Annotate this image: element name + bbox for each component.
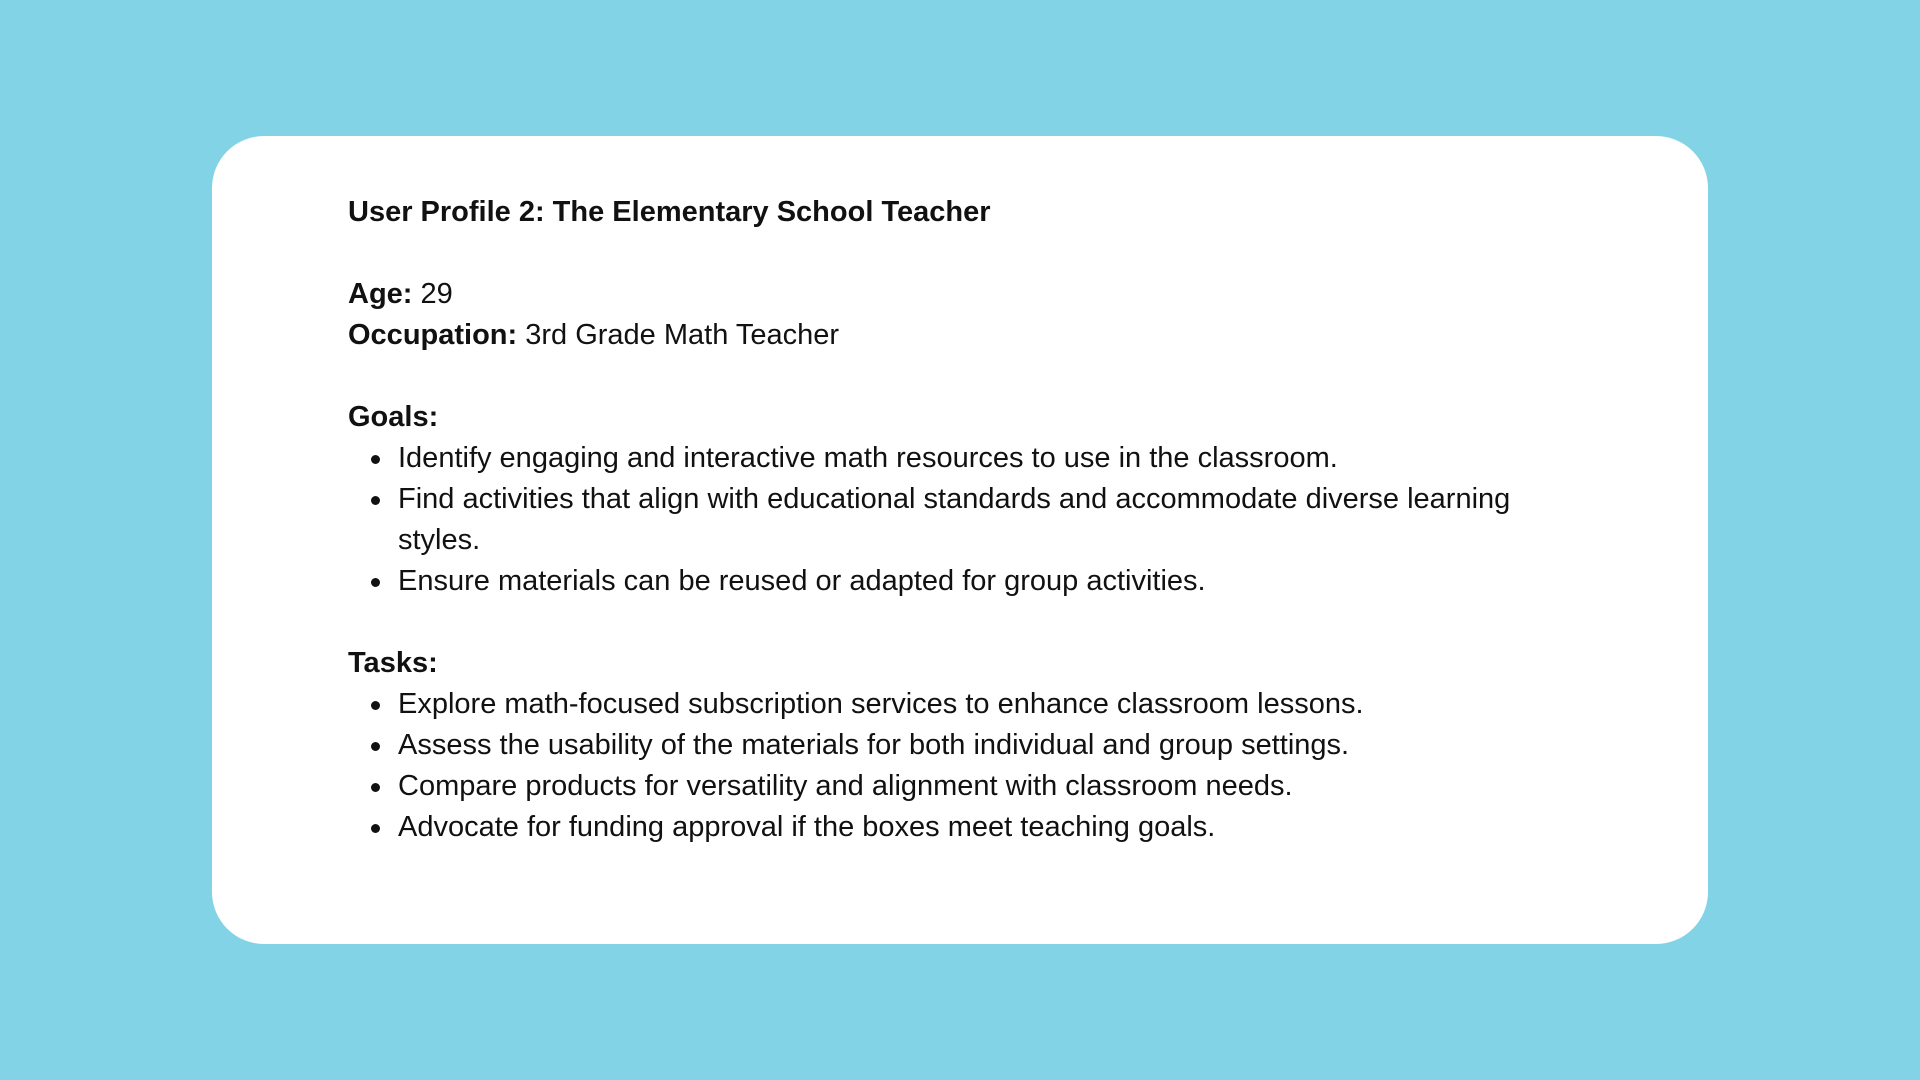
bullet-icon	[371, 824, 380, 833]
bullet-icon	[371, 578, 380, 587]
bullet-icon	[371, 742, 380, 751]
task-text: Assess the usability of the materials for both individual and group settings.	[398, 729, 1350, 761]
age-label: Age:	[348, 278, 413, 310]
task-text: Compare products for versatility and alignment with classroom needs.	[398, 770, 1293, 802]
bullet-icon	[371, 701, 380, 710]
bullet-icon	[371, 455, 380, 464]
profile-card	[212, 136, 1708, 944]
goal-text: Find activities that align with educational standards and accommodate diverse learning styles.	[398, 483, 1511, 556]
bullet-icon	[371, 496, 380, 505]
goals-heading: Goals:	[348, 401, 439, 433]
list-item	[348, 725, 1528, 766]
spacer	[348, 233, 1588, 274]
occupation-row	[348, 315, 1588, 356]
list-item	[348, 684, 1528, 725]
occupation-label: Occupation:	[348, 319, 518, 351]
bullet-icon	[371, 783, 380, 792]
goals-list	[348, 438, 1588, 602]
list-item	[348, 807, 1528, 848]
task-text: Explore math-focused subscription services to enhance classroom lessons.	[398, 688, 1364, 720]
list-item	[348, 438, 1528, 479]
list-item	[348, 766, 1528, 807]
goal-text: Ensure materials can be reused or adapted for group activities.	[398, 565, 1206, 597]
spacer	[348, 356, 1588, 397]
spacer	[348, 602, 1588, 643]
age-value: 29	[420, 278, 453, 310]
tasks-list	[348, 684, 1588, 848]
list-item	[348, 561, 1528, 602]
task-text: Advocate for funding approval if the boxes meet teaching goals.	[398, 811, 1216, 843]
tasks-heading: Tasks:	[348, 647, 438, 679]
goal-text: Identify engaging and interactive math resources to use in the classroom.	[398, 442, 1338, 474]
occupation-value: 3rd Grade Math Teacher	[525, 319, 840, 351]
list-item	[348, 479, 1528, 561]
profile-title: User Profile 2: The Elementary School Teacher	[348, 196, 991, 228]
age-row	[348, 274, 1588, 315]
